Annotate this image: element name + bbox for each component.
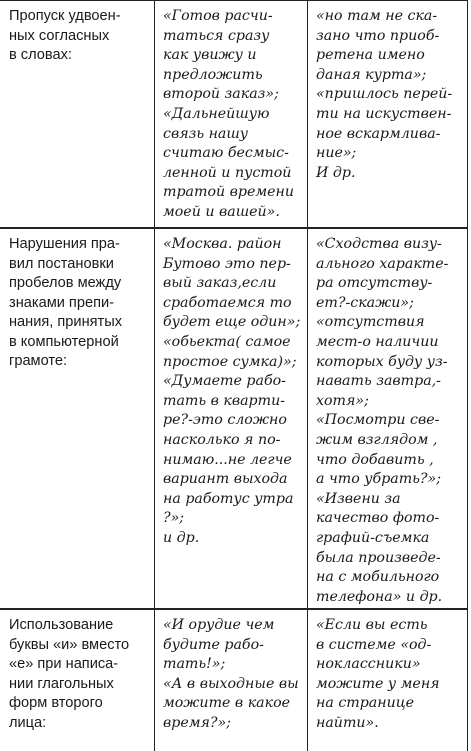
text-line: «пришлось перей- — [316, 86, 453, 103]
text-line: И др. — [316, 164, 356, 181]
text-line: тать в кварти- — [163, 392, 286, 409]
text-line: хотя»; — [316, 392, 369, 409]
text-line: «обьекта( самое — [163, 333, 291, 350]
text-line: грамоте: — [9, 353, 68, 369]
text-line: а что убрать?»; — [316, 471, 441, 488]
text-line: ное вскармлива- — [316, 125, 441, 142]
text-line: в компьютерной — [9, 333, 119, 350]
text-line: нимаю...не легче — [163, 451, 292, 468]
text-line: которых буду уз- — [316, 353, 448, 370]
text-line: знаками препи- — [9, 294, 114, 311]
category-cell — [0, 609, 155, 751]
text-line: мест-о наличии — [316, 333, 439, 350]
text-line: тать!»; — [163, 656, 226, 673]
category-cell — [0, 0, 155, 228]
text-line: нии глагольных — [9, 675, 114, 692]
text-line: ра отсутству- — [316, 275, 433, 292]
text-line: «отсутствия — [316, 314, 425, 331]
text-line: ре?-это сложно — [163, 412, 287, 429]
examples-left-cell — [155, 0, 308, 228]
text-line: «но там не ска- — [316, 8, 438, 24]
text-line: связь нашу — [163, 125, 249, 142]
text-line: в системе «од- — [316, 636, 432, 653]
text-line: Использование — [9, 617, 114, 633]
text-line: ти на искуствен- — [316, 105, 452, 122]
text-line: «Готов расчи- — [163, 8, 273, 24]
text-line: «Сходства визу- — [316, 236, 442, 252]
text-line: вый заказ,если — [163, 275, 277, 292]
text-line: можите в какое — [163, 695, 291, 712]
text-line: «е» при написа- — [9, 656, 119, 672]
text-line: «Если вы есть — [316, 617, 428, 633]
text-line: «Посмотри све- — [316, 412, 440, 429]
text-line: вариант выхода — [163, 471, 288, 488]
text-line: и др. — [163, 529, 200, 546]
category-cell — [0, 228, 155, 609]
text-line: на с мобильного — [316, 569, 440, 586]
text-line: считаю бесмыс- — [163, 145, 289, 162]
text-line: «Думаете рабо- — [163, 373, 286, 390]
examples-right-cell — [308, 228, 468, 609]
text-line: Нарушения пра- — [9, 236, 120, 252]
text-line: вил постановки — [9, 255, 114, 272]
text-line: найти». — [316, 714, 379, 731]
text-line: на странице — [316, 695, 415, 712]
text-line: второй заказ»; — [163, 86, 279, 103]
text-line: «И орудие чем — [163, 617, 275, 633]
text-line: буквы «и» вместо — [9, 636, 130, 653]
text-line: зано что приоб- — [316, 27, 440, 44]
text-line: навать завтра,- — [316, 373, 441, 390]
text-line: форм второго — [9, 695, 103, 711]
text-line: «Дальнейшую — [163, 105, 270, 122]
text-line: Бутово это пер- — [163, 255, 291, 272]
text-line: телефона» и др. — [316, 588, 443, 605]
text-line: лица: — [9, 714, 47, 731]
text-line: в словах: — [9, 47, 72, 63]
text-line: ретена имено — [316, 47, 425, 64]
text-line: жим взглядом , — [316, 431, 438, 448]
text-line: графий-съемка — [316, 529, 430, 546]
text-line: будет еще один»; — [163, 314, 301, 331]
text-line: ального характе- — [316, 255, 449, 272]
text-line: ние»; — [316, 145, 357, 162]
text-line: время?»; — [163, 714, 231, 731]
text-line: ноклассники» — [316, 656, 421, 673]
examples-left-cell — [155, 228, 308, 609]
text-line: что добавить , — [316, 451, 434, 468]
text-line: была произведе- — [316, 549, 441, 566]
text-line: насколько я по- — [163, 431, 281, 448]
text-line: «Москва. район — [163, 236, 282, 252]
text-line: «А в выходные вы — [163, 675, 299, 692]
text-line: простое сумка)»; — [163, 353, 297, 370]
examples-left-cell — [155, 609, 308, 751]
text-line: нания, принятых — [9, 314, 123, 330]
text-line: на работус утра — [163, 490, 294, 507]
text-line: будите рабо- — [163, 636, 264, 653]
text-line: ных согласных — [9, 27, 110, 44]
text-line: предложить — [163, 66, 263, 83]
examples-right-cell — [308, 0, 468, 228]
text-line: «Извени за — [316, 490, 401, 507]
text-line: ет?-скажи»; — [316, 294, 414, 311]
text-line: тратой времени — [163, 184, 295, 201]
text-line: таться сразу — [163, 27, 270, 44]
text-line: даная курта»; — [316, 66, 427, 83]
text-line: Пропуск удвоен- — [9, 8, 121, 24]
text-line: пробелов между — [9, 275, 122, 291]
text-line: можите у меня — [316, 675, 440, 692]
text-line: ленной и пустой — [163, 164, 292, 181]
text-line: качество фото- — [316, 510, 440, 527]
text-line: ?»; — [163, 510, 185, 527]
text-line: как увижу и — [163, 47, 257, 64]
text-line: моей и вашей». — [163, 203, 280, 220]
text-line: сработаемся то — [163, 294, 292, 311]
examples-right-cell — [308, 609, 468, 751]
